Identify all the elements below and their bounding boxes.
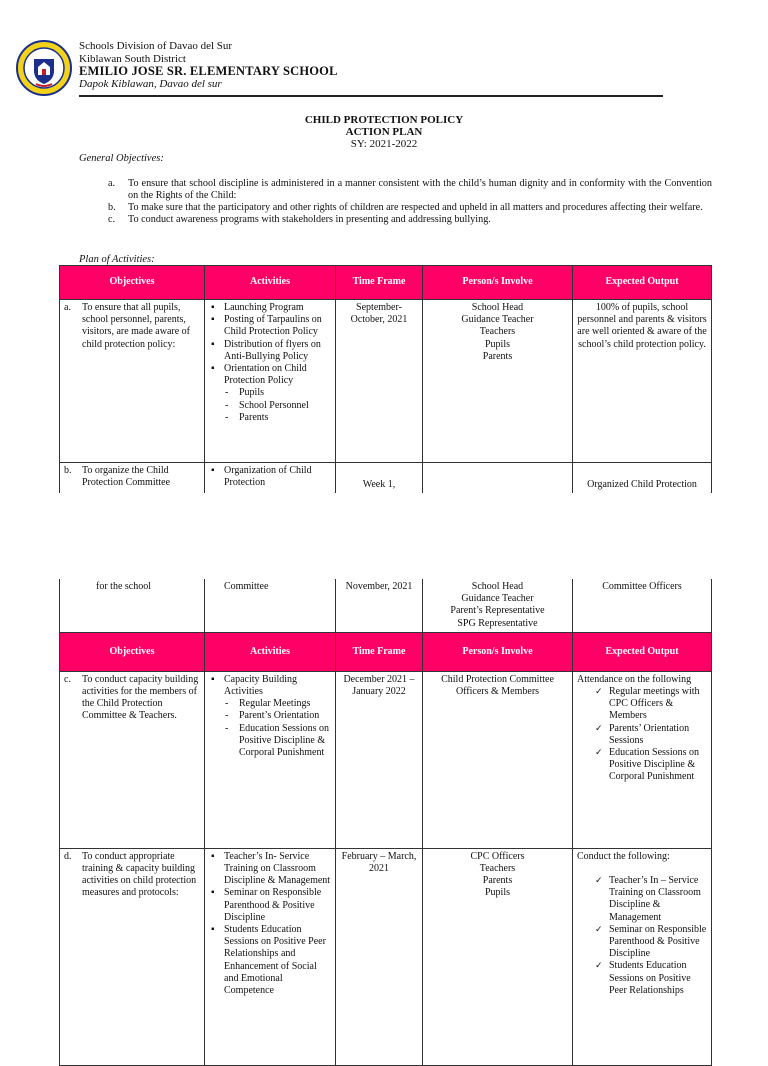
output-checklist (577, 686, 707, 784)
objective-text: To ensure that school discipline is administered in a manner consistent with the child’s human dignity and in conformity with the Convention on the Rights of the Child: (128, 178, 712, 201)
action-plan-table-part-2 (59, 579, 712, 1066)
activity-item: ▪ Posting of Tarpaulins on Child Protection Policy (209, 314, 331, 338)
sub-activity-item: - School Personnel (224, 400, 331, 412)
person-item: Teachers (479, 326, 516, 338)
sub-activity-item: - Parent’s Orientation (224, 710, 331, 722)
table-row (60, 671, 712, 848)
persons-cell (423, 848, 573, 1065)
time-frame-cell: Week 1, (336, 463, 423, 494)
col-header-persons: Person/s Involve (423, 266, 573, 300)
activity-item: ▪ Launching Program (209, 302, 331, 314)
objective-cell (60, 463, 205, 494)
person-item: Parents (482, 875, 513, 887)
person-item: SPG Representative (457, 617, 538, 629)
objective-text: To make sure that the participatory and other rights of children are respected and upheld in all matters and procedures affecting their welfare. (128, 202, 703, 213)
header-divider (79, 95, 663, 97)
row-letter: a. (64, 302, 71, 313)
person-item: Guidance Teacher (461, 314, 534, 326)
objective-cell (60, 300, 205, 463)
sub-activity-list (224, 698, 331, 759)
general-objective-item (108, 214, 712, 226)
objective-text: To conduct appropriate training & capacity building activities on child protection measures and protocols: (82, 850, 197, 899)
output-intro: Attendance on the following (577, 673, 692, 685)
objective-text: To ensure that all pupils, school personnel, parents, visitors, are made aware of child protection policy: (82, 302, 191, 350)
plan-of-activities-label: Plan of Activities: (79, 254, 155, 265)
district-name: Kiblawan South District (79, 52, 186, 65)
time-frame-cell: February – March, 2021 (336, 848, 423, 1065)
output-item: ✓ Education Sessions on Positive Discipline & Corporal Punishment (595, 747, 707, 784)
objective-cell (60, 671, 205, 848)
activity-item: ▪ Distribution of flyers on Anti-Bullying Policy (209, 339, 331, 363)
person-item: CPC Officers (470, 850, 525, 862)
activities-cell (205, 463, 336, 494)
objective-letter: b. (108, 202, 116, 213)
output-item: ✓ Teacher’s In – Service Training on Classroom Discipline & Management (595, 875, 707, 924)
activity-item: ▪ Students Education Sessions on Positive Peer Relationships and Enhancement of Social and Emotional Competence (209, 924, 331, 997)
objective-text: To organize the Child Protection Committee (82, 465, 171, 489)
row-letter: c. (64, 673, 71, 685)
person-item: School Head (471, 581, 524, 592)
table-header-row (60, 632, 712, 671)
objective-cell: for the school (60, 579, 205, 632)
school-name: EMILIO JOSE SR. ELEMENTARY SCHOOL (79, 64, 338, 78)
sub-activity-item: - Regular Meetings (224, 698, 331, 710)
objective-text: To conduct awareness programs with stakeholders in presenting and addressing bullying. (128, 214, 491, 225)
persons-cell (423, 463, 573, 494)
table-row (60, 848, 712, 1065)
document-title (0, 114, 768, 150)
col-header-expected-output: Expected Output (573, 266, 712, 300)
school-year: SY: 2021-2022 (350, 138, 418, 150)
person-item: Guidance Teacher (461, 593, 534, 605)
activities-cell: Committee (205, 579, 336, 632)
table-header-row (60, 266, 712, 300)
col-header-objectives: Objectives (60, 266, 205, 300)
output-item: ✓ Seminar on Responsible Parenthood & Positive Discipline (595, 924, 707, 961)
activities-cell (205, 300, 336, 463)
person-item: Teachers (479, 863, 516, 875)
activity-item (209, 363, 331, 424)
objective-letter: c. (108, 214, 116, 225)
time-frame-cell: December 2021 – January 2022 (336, 671, 423, 848)
general-objective-item (108, 202, 712, 214)
sub-activity-list (224, 387, 331, 424)
person-item: Parent’s Representative (450, 605, 545, 617)
activity-item (209, 674, 331, 759)
school-header (79, 40, 338, 90)
expected-output-cell: Organized Child Protection (573, 463, 712, 494)
activities-cell (205, 848, 336, 1065)
sub-activity-item: - Parents (224, 412, 331, 424)
activity-list (209, 674, 331, 759)
expected-output-cell (573, 671, 712, 848)
action-plan-table-part-1 (59, 265, 712, 493)
time-frame-cell: November, 2021 (336, 579, 423, 632)
table-row (60, 579, 712, 632)
activity-list (209, 851, 331, 997)
table-row (60, 300, 712, 463)
school-seal-logo (16, 40, 72, 96)
title-line-1: CHILD PROTECTION POLICY (304, 114, 464, 126)
output-item: ✓ Parents’ Orientation Sessions (595, 723, 707, 747)
persons-cell (423, 300, 573, 463)
activity-item: ▪ Teacher’s In- Service Training on Classroom Discipline & Management (209, 851, 331, 888)
col-header-time-frame: Time Frame (336, 632, 423, 671)
objective-letter: a. (108, 178, 116, 189)
col-header-activities: Activities (205, 632, 336, 671)
output-item: ✓ Students Education Sessions on Positive Peer Relationships (595, 960, 707, 997)
time-frame-cell: September-October, 2021 (336, 300, 423, 463)
division-name: Schools Division of Davao del Sur (79, 40, 233, 52)
persons-cell (423, 579, 573, 632)
person-item: Pupils (484, 338, 510, 350)
sub-activity-item: - Pupils (224, 387, 331, 399)
output-item: ✓ Regular meetings with CPC Officers & Members (595, 686, 707, 723)
col-header-persons: Person/s Involve (423, 632, 573, 671)
output-checklist (577, 875, 707, 997)
expected-output-cell: Committee Officers (573, 579, 712, 632)
title-line-2: ACTION PLAN (345, 126, 423, 138)
expected-output-cell: 100% of pupils, school personnel and parents & visitors are well oriented & aware of the school’s child protection policy. (573, 300, 712, 463)
col-header-time-frame: Time Frame (336, 266, 423, 300)
persons-cell: Child Protection Committee Officers & Members (423, 671, 573, 848)
school-address: Dapok Kiblawan, Davao del sur (79, 77, 222, 90)
person-item: Parents (482, 350, 513, 362)
activity-list (209, 302, 331, 424)
objective-cell (60, 848, 205, 1065)
col-header-objectives: Objectives (60, 632, 205, 671)
general-objectives-label: General Objectives: (79, 153, 164, 164)
activity-item-text: Orientation on Child Protection Policy (224, 363, 307, 387)
activity-item-text: Capacity Building Activities (224, 673, 298, 698)
expected-output-cell (573, 848, 712, 1065)
activity-item: ▪ Seminar on Responsible Parenthood & Positive Discipline (209, 887, 331, 924)
general-objective-item (108, 178, 712, 202)
col-header-activities: Activities (205, 266, 336, 300)
sub-activity-item: - Education Sessions on Positive Discipline & Corporal Punishment (224, 723, 331, 760)
general-objectives-list (108, 178, 712, 226)
table-row (60, 463, 712, 494)
activities-cell (205, 671, 336, 848)
row-letter: b. (64, 465, 72, 476)
row-letter: d. (64, 850, 72, 862)
col-header-expected-output: Expected Output (573, 632, 712, 671)
objective-text: To conduct capacity building activities for the members of the Child Protection Committee & Teachers. (82, 673, 199, 722)
output-intro: Conduct the following: (577, 850, 670, 862)
activity-item: ▪ Organization of Child Protection (209, 465, 331, 489)
person-item: Pupils (484, 887, 510, 899)
person-item: School Head (471, 302, 524, 313)
